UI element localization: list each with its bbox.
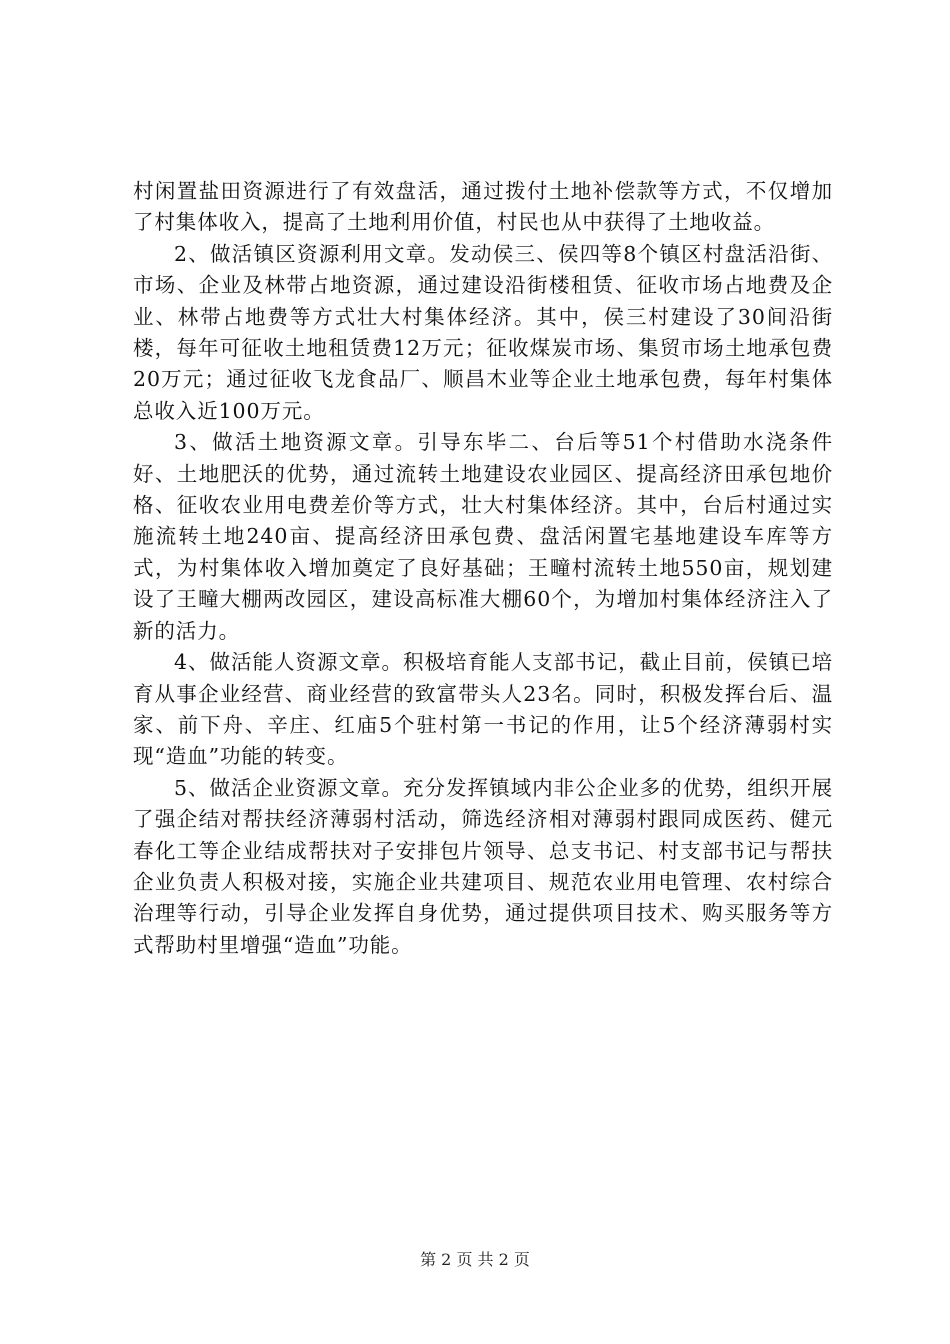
- paragraph-item-3: 3、做活土地资源文章。引导东毕二、台后等51个村借助水浇条件好、土地肥沃的优势，通过流转土地建设农业园区、提高经济田承包地价格、征收农业用电费差价等方式，壮大村集体经济。其中，台后村通过实施流转土地240亩、提高经济田承包费、盘活闲置宅基地建设车库等方式，为村集体收入增加奠定了良好基础；王疃村流转土地550亩，规划建设了王疃大棚两改园区，建设高标准大棚60个，为增加村集体经济注入了新的活力。: [133, 430, 833, 643]
- paragraph-item-5: 5、做活企业资源文章。充分发挥镇域内非公企业多的优势，组织开展了强企结对帮扶经济薄弱村活动，筛选经济相对薄弱村跟同成医药、健元春化工等企业结成帮扶对子安排包片领导、总支书记、村支部书记与帮扶企业负责人积极对接，实施企业共建项目、规范农业用电管理、农村综合治理等行动，引导企业发挥自身优势，通过提供项目技术、购买服务等方式帮助村里增强“造血”功能。: [133, 775, 833, 957]
- paragraph-item-2: 2、做活镇区资源利用文章。发动侯三、侯四等8个镇区村盘活沿街、市场、企业及林带占地资源，通过建设沿街楼租赁、征收市场占地费及企业、林带占地费等方式壮大村集体经济。其中，侯三村建设了30间沿街楼，每年可征收土地租赁费12万元；征收煤炭市场、集贸市场土地承包费20万元；通过征收飞龙食品厂、顺昌木业等企业土地承包费，每年村集体总收入近100万元。: [133, 241, 833, 423]
- paragraph-item-4: 4、做活能人资源文章。积极培育能人支部书记，截止目前，侯镇已培育从事企业经营、商业经营的致富带头人23名。同时，积极发挥台后、温家、前下舟、辛庄、红庙5个驻村第一书记的作用，让5个经济薄弱村实现“造血”功能的转变。: [133, 650, 833, 769]
- paragraph-continuation: 村闲置盐田资源进行了有效盘活，通过拨付土地补偿款等方式，不仅增加了村集体收入，提高了土地利用价值，村民也从中获得了土地收益。: [133, 179, 833, 235]
- document-body: [133, 176, 833, 961]
- page-number-label: 第 2 页 共 2 页: [420, 1250, 530, 1269]
- page-footer: [0, 1247, 950, 1270]
